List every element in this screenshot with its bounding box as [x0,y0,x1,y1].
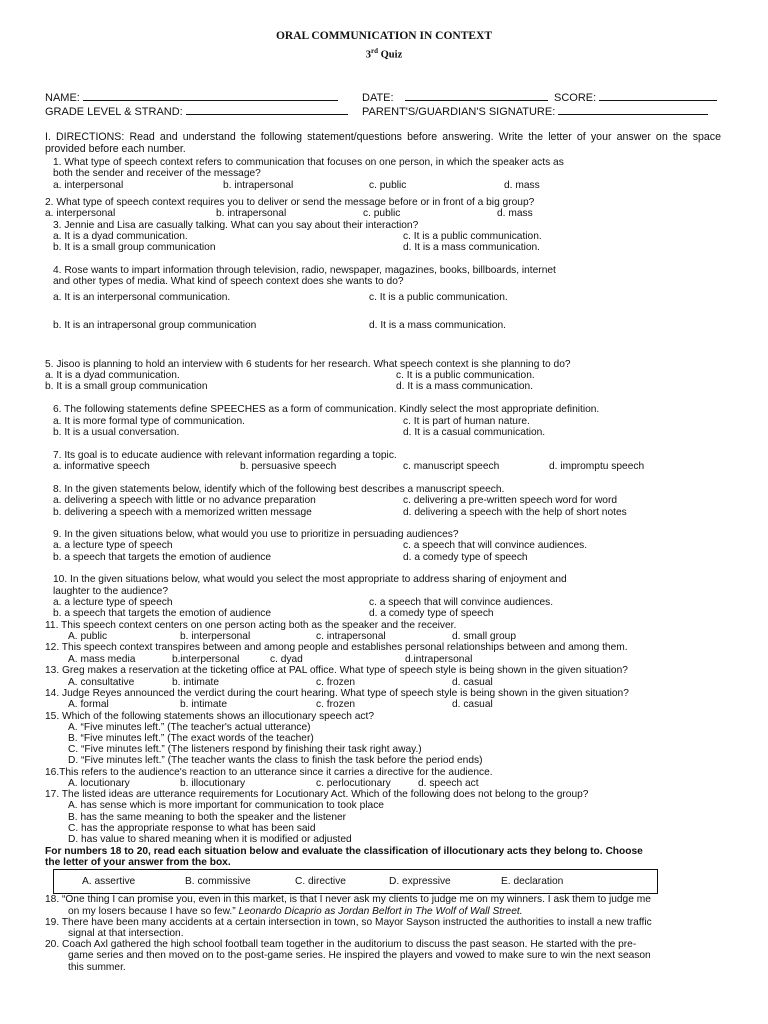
q13-option-a: A. consultative [68,677,135,688]
date-field[interactable] [362,90,548,105]
q12-option-d: d.intrapersonal [405,654,473,665]
q4-option-b: b. It is an intrapersonal group communication [53,320,257,331]
choice-commissive: B. commissive [185,876,251,887]
grade-label: GRADE LEVEL & STRAND: [45,106,183,118]
q4-option-a: a. It is an interpersonal communication. [53,292,231,303]
q1-option-b: b. intrapersonal [223,180,294,191]
q1-line2: both the sender and receiver of the message? [53,168,261,179]
q11-option-d: d. small group [452,631,516,642]
signature-label: PARENT'S/GUARDIAN'S SIGNATURE: [362,106,556,118]
q20-line2: game series and then moved on to the post-game series. He inspired the players and vowed to make sure to win the next season [68,950,651,961]
date-blank[interactable] [405,90,548,101]
score-field[interactable] [554,90,717,105]
page-title: ORAL COMMUNICATION IN CONTEXT [275,30,493,42]
q11-option-a: A. public [68,631,108,642]
choice-directive: C. directive [295,876,346,887]
q12-option-b: b.interpersonal [172,654,240,665]
part2-instruction-line2: the letter of your answer from the box. [45,857,231,868]
q4-line1: 4. Rose wants to impart information through television, radio, newspaper, magazines, books, billboards, internet [53,265,556,276]
q17-option-c: C. has the appropriate response to what has been said [68,823,316,834]
q1-option-d: d. mass [504,180,540,191]
q9-option-d: d. a comedy type of speech [403,552,528,563]
q12-line1: 12. This speech context transpires between and among people and establishes personal relationships between and among them. [45,642,628,653]
choice-expressive: D. expressive [389,876,451,887]
q10-option-d: d. a comedy type of speech [369,608,494,619]
q7-option-b: b. persuasive speech [240,461,337,472]
q9-option-c: c. a speech that will convince audiences. [403,540,588,551]
q4-option-d: d. It is a mass communication. [369,320,507,331]
q5-option-b: b. It is a small group communication [45,381,208,392]
choices-box [53,869,658,894]
q11-option-c: c. intrapersonal [316,631,386,642]
q3-option-a: a. It is a dyad communication. [53,231,188,242]
q11-option-b: b. interpersonal [180,631,251,642]
q17-option-d: D. has value to shared meaning when it is modified or adjusted [68,834,352,845]
q9-line1: 9. In the given situations below, what would you use to prioritize in persuading audiences? [53,529,459,540]
q18-line1: 18. “One thing I can promise you, even in this market, is that I never ask my clients to judge me on my winners. I ask them to judge me [45,894,651,905]
q5-option-c: c. It is a public communication. [396,370,535,381]
name-field[interactable] [45,90,338,105]
signature-field[interactable] [362,104,708,119]
q16-option-a: A. locutionary [68,778,130,789]
q2-option-d: d. mass [497,208,533,219]
q10-line2: laughter to the audience? [53,586,168,597]
q18-line2 [68,906,523,918]
q10-line1: 10. In the given situations below, what would you select the most appropriate to address sharing of enjoyment and [53,574,567,585]
score-blank[interactable] [599,90,717,101]
q3-option-c: c. It is a public communication. [403,231,542,242]
q14-option-d: d. casual [452,699,493,710]
q3-option-d: d. It is a mass communication. [403,242,541,253]
score-label: SCORE: [554,92,597,104]
q6-option-a: a. It is more formal type of communication. [53,416,245,427]
q7-option-a: a. informative speech [53,461,150,472]
q13-option-d: d. casual [452,677,493,688]
q19-line1: 19. There have been many accidents at a certain intersection in town, so Mayor Sayson instructed the authorities to install a new traffic [45,917,652,928]
name-blank[interactable] [83,90,338,101]
q5-option-d: d. It is a mass communication. [396,381,534,392]
q5-line1: 5. Jisoo is planning to hold an interview with 6 students for her research. What speech context is she planning to do? [45,359,571,370]
name-label: NAME: [45,92,80,104]
q7-option-d: d. impromptu speech [549,461,645,472]
q14-option-a: A. formal [68,699,109,710]
q4-option-c: c. It is a public communication. [369,292,508,303]
q16-option-d: d. speech act [418,778,479,789]
q8-option-c: c. delivering a pre-written speech word for word [403,495,618,506]
q16-option-c: c. perlocutionary [316,778,391,789]
q20-line3: this summer. [68,962,126,973]
q14-option-c: c. frozen [316,699,356,710]
q3-line1: 3. Jennie and Lisa are casually talking. What can you say about their interaction? [53,220,419,231]
q6-option-b: b. It is a usual conversation. [53,427,180,438]
q8-option-d: d. delivering a speech with the help of short notes [403,507,627,518]
q13-line1: 13. Greg makes a reservation at the ticketing office at PAL office. What type of speech style is being shown in the given situation? [45,665,628,676]
q2-option-b: b. intrapersonal [216,208,287,219]
q2-option-a: a. interpersonal [45,208,116,219]
q2-line1: 2. What type of speech context requires you to deliver or send the message before or in front of a big group? [45,197,535,208]
q13-option-b: b. intimate [172,677,219,688]
q12-option-c: c. dyad [270,654,303,665]
directions: I. DIRECTIONS: Read and understand the following statement/questions before answering. Write the letter of your answer on the space provided before each number. [45,131,721,155]
page-subtitle [0,46,768,61]
q13-option-c: c. frozen [316,677,356,688]
q10-option-a: a. a lecture type of speech [53,597,173,608]
q17-line1: 17. The listed ideas are utterance requirements for Locutionary Act. Which of the following does not belong to the group? [45,789,589,800]
subtitle-number: 3 [365,49,372,61]
q19-line2: signal at that intersection. [68,928,184,939]
q1-option-a: a. interpersonal [53,180,124,191]
q7-line1: 7. Its goal is to educate audience with relevant information regarding a topic. [53,450,397,461]
q12-option-a: A. mass media [68,654,136,665]
q7-option-c: c. manuscript speech [403,461,500,472]
part2-instruction-line1: For numbers 18 to 20, read each situation below and evaluate the classification of illocutionary acts they belong to. Choose [45,846,643,857]
grade-blank[interactable] [186,104,348,115]
q2-option-c: c. public [363,208,401,219]
q15-option-c: C. “Five minutes left.” (The listeners respond by finishing their task right away.) [68,744,422,755]
q20-line1: 20. Coach Axl gathered the high school football team together in the auditorium to discuss the past season. He started with the pre- [45,939,637,950]
q15-line1: 15. Which of the following statements shows an illocutionary speech act? [45,711,375,722]
date-label: DATE: [362,92,394,104]
q15-option-d: D. “Five minutes left.” (The teacher wants the class to finish the task before the period ends) [68,755,483,766]
q6-option-c: c. It is part of human nature. [403,416,530,427]
signature-blank[interactable] [558,104,708,115]
q4-line2: and other types of media. What kind of speech context does she wants to do? [53,276,404,287]
q15-option-b: B. “Five minutes left.” (The exact words of the teacher) [68,733,314,744]
q9-option-b: b. a speech that targets the emotion of audience [53,552,272,563]
q8-option-b: b. delivering a speech with a memorized written message [53,507,312,518]
q3-option-b: b. It is a small group communication [53,242,216,253]
q10-option-b: b. a speech that targets the emotion of audience [53,608,272,619]
q17-option-b: B. has the same meaning to both the speaker and the listener [68,812,347,823]
grade-field[interactable] [45,104,348,119]
q16-option-b: b. illocutionary [180,778,246,789]
q8-option-a: a. delivering a speech with little or no advance preparation [53,495,316,506]
choice-assertive: A. assertive [82,876,136,887]
choice-declaration: E. declaration [501,876,564,887]
q16-line1: 16.This refers to the audience's reaction to an utterance since it carries a directive for the audience. [45,767,493,778]
subtitle-superscript: rd [371,47,379,55]
q11-line1: 11. This speech context centers on one person acting both as the speaker and the receiver. [45,620,457,631]
q10-option-c: c. a speech that will convince audiences. [369,597,554,608]
q15-option-a: A. “Five minutes left.” (The teacher's actual utterance) [68,722,311,733]
q8-line1: 8. In the given statements below, identify which of the following best describes a manuscript speech. [53,484,505,495]
q9-option-a: a. a lecture type of speech [53,540,173,551]
q6-line1: 6. The following statements define SPEECHES as a form of communication. Kindly select the most appropriate definition. [53,404,600,415]
q18-quote-end: on my losers because I have so few.” [68,906,239,917]
q1-option-c: c. public [369,180,407,191]
q5-option-a: a. It is a dyad communication. [45,370,180,381]
q14-line1: 14. Judge Reyes announced the verdict during the court hearing. What type of speech style is being shown in the given situation? [45,688,629,699]
q6-option-d: d. It is a casual communication. [403,427,546,438]
subtitle-word: Quiz [380,49,403,61]
q18-attribution: Leonardo Dicaprio as Jordan Belfort in The Wolf of Wall Street. [238,906,523,917]
q1-line1: 1. What type of speech context refers to communication that focuses on one person, in which the speaker acts as [53,157,564,168]
q14-option-b: b. intimate [180,699,227,710]
q17-option-a: A. has sense which is more important for communication to took place [68,800,384,811]
